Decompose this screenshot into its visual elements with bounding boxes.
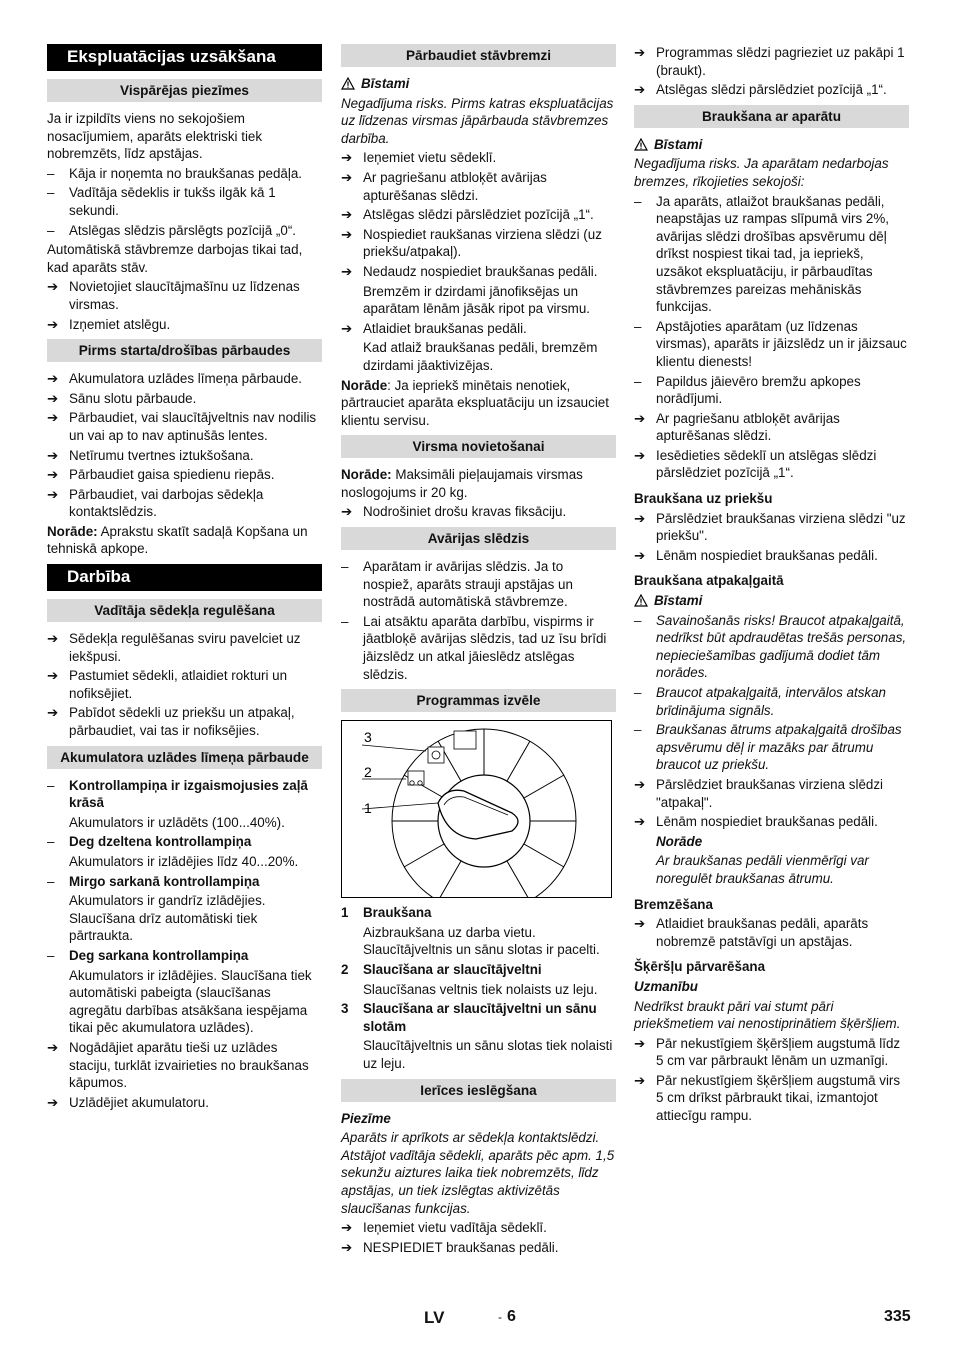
arrow-icon: ➔ [634, 447, 646, 463]
caution-title: Uzmanību [634, 978, 698, 994]
arrow-icon: ➔ [47, 410, 59, 426]
arrow-icon: ➔ [47, 316, 59, 332]
arrow-item: ➔ Atslēgas slēdzi pārslēdziet pozīcijā „1“. [634, 82, 887, 98]
arrow-item: ➔ Pārbaudiet, vai slaucītājveltnis nav nodilis un vai ap to nav aptinušās lentes. [47, 410, 317, 443]
dash-marker: – [341, 559, 349, 575]
arrow-icon: ➔ [47, 486, 59, 502]
arrow-icon: ➔ [634, 410, 646, 426]
dash-marker: – [47, 185, 55, 201]
dash-item: – Lai atsāktu aparāta darbību, vispirms ir jāatbloķē avārijas slēdzis, tad uz īsu brīdi jāizslēdz un atkal jāieslēdz atslēgas slēdzis. [341, 613, 607, 682]
arrow-item: ➔ Atslēgas slēdzi pārslēdziet pozīcijā „1“. [341, 207, 594, 223]
callout-line-3 [362, 745, 426, 751]
heading-brauksana-ar-aparatu: Braukšana ar aparātu [634, 105, 909, 128]
heading-brauksana-atpakalgaita: Braukšana atpakaļgaitā [634, 573, 784, 589]
arrow-icon: ➔ [634, 776, 646, 792]
arrow-item: ➔ Ar pagriešanu atbloķēt avārijas apturēšanas slēdzi. [634, 410, 840, 444]
arrow-icon: ➔ [47, 371, 59, 387]
arrow-item: ➔ Programmas slēdzi pagrieziet uz pakāpi 1 (braukt). [634, 45, 905, 78]
arrow-item: ➔ Pabīdot sēdekli uz priekšu un atpakaļ, pārbaudiet, vai tas ir nofiksējies. [47, 705, 295, 739]
arrow-item: ➔ Uzlādējiet akumulatoru. [47, 1094, 209, 1110]
heading-visparejas: Vispārējas piezīmes [47, 79, 322, 102]
arrow-item: ➔ Izņemiet atslēgu. [47, 316, 171, 332]
heading-ekspluatacijas: Ekspluatācijas uzsākšana [47, 44, 322, 71]
dash-item: – Papildus jāievēro bremžu apkopes norādījumi. [634, 373, 861, 407]
dash-item: – Braucot atpakaļgaitā, intervālos atskan brīdinājuma signāls. [634, 685, 887, 718]
program-dial-figure [341, 720, 612, 898]
column-2 [341, 44, 616, 1258]
warning-triangle-icon [341, 77, 355, 90]
arrow-icon: ➔ [341, 504, 353, 520]
dash-item: – Aparātam ir avārijas slēdzis. Ja to nospiež, aparāts strauji apstājas un nostrādā automātiskā stāvbremze. [341, 559, 573, 610]
callout-label-1: 1 [364, 800, 372, 817]
note-paragraph: Norāde: Aprakstu skatīt sadaļā Kopšana un tehniskā apkope. [47, 523, 308, 557]
drive-icon [408, 771, 424, 785]
note-paragraph: Norāde: Maksimāli pieļaujamais virsmas noslogojums ir 20 kg. [341, 467, 583, 500]
dash-item: – Savainošanās risks! Braucot atpakaļgaitā, nedrīkst būt apdraudētas trešās personas, nepieciešamības gadījumā dodiet tām norādes. [634, 612, 907, 681]
dash-marker: – [47, 947, 55, 963]
note-title: Norāde [656, 833, 703, 849]
warning-text: Negadījuma risks. Ja aparātam nedarbojas bremzes, rīkojieties sekojoši: [634, 156, 889, 189]
callout-label-2: 2 [364, 764, 372, 781]
heading-pirms-starta: Pirms starta/drošības pārbaudes [47, 339, 322, 362]
column-3 [634, 44, 909, 1127]
numbered-item: 2 Slaucīšana ar slaucītājveltni [341, 962, 542, 977]
column-1 [47, 44, 322, 1113]
heading-stavbremze: Pārbaudiet stāvbremzi [341, 44, 616, 67]
arrow-item: ➔ Netīrumu tvertnes iztukšošana. [47, 447, 254, 463]
arrow-icon: ➔ [634, 1035, 646, 1051]
item-description: Akumulators ir izlādējies. Slaucīšana tiek automātiski pabeigta (slaucīšanas agregātu darbības atsākšana iespējama tikai pēc akumulatora uzlādes). [69, 967, 312, 1036]
heading-bremzesana: Bremzēšana [634, 896, 713, 912]
arrow-icon: ➔ [47, 1094, 59, 1110]
footer-dash: - [498, 1310, 502, 1324]
dash-item: – Apstājoties aparātam (uz līdzenas virsmas), aparāts ir jāizslēdz un ir jāizsauc klientu dienests! [634, 318, 907, 369]
dash-item: – Deg dzeltena kontrollampiņa [47, 834, 252, 850]
arrow-item: ➔ Lēnām nospiediet braukšanas pedāli. [634, 547, 878, 563]
arrow-icon: ➔ [634, 547, 646, 563]
arrow-item: ➔ Pār nekustīgiem šķēršļiem augstumā virs 5 cm drīkst pārbraukt tikai, izmantojot attiecīgu rampu. [634, 1072, 901, 1124]
heading-ierices-ieslegsana: Ierīces ieslēgšana [341, 1079, 616, 1102]
arrow-icon: ➔ [634, 510, 646, 526]
sweep-side-brush-icon [454, 731, 476, 749]
arrow-item: ➔ NESPIEDIET braukšanas pedāli. [341, 1239, 559, 1255]
item-description: Akumulators ir gandrīz izlādējies. Slaucīšana drīz automātiski tiek pārtraukta. [69, 893, 266, 944]
dash-marker: – [47, 165, 55, 181]
note-text: Ar braukšanas pedāli vienmērīgi var noregulēt braukšanas ātrumu. [656, 853, 869, 886]
arrow-item: ➔ Nogādājiet aparātu tieši uz uzlādes staciju, turklāt izvairieties no braukšanas kāpumos. [47, 1039, 309, 1091]
dash-marker: – [47, 834, 55, 850]
arrow-item: ➔ Pārbaudiet gaisa spiedienu riepās. [47, 467, 275, 483]
footer-page-number: 6 [507, 1308, 516, 1325]
arrow-item: ➔ Atlaidiet braukšanas pedāli. [341, 320, 527, 336]
warning-title: Bīstami [341, 75, 616, 93]
arrow-item: ➔ Pārslēdziet braukšanas virziena slēdzi "atpakaļ". [634, 776, 884, 810]
arrow-icon: ➔ [634, 82, 646, 98]
arrow-item: ➔ Nodrošiniet drošu kravas fiksāciju. [341, 504, 567, 520]
arrow-item: ➔ Pārbaudiet, vai darbojas sēdekļa kontaktslēdzis. [47, 486, 264, 520]
heading-skerslu-parvaresana: Šķēršļu pārvarēšana [634, 959, 766, 975]
arrow-item: ➔ Pār nekustīgiem šķēršļiem augstumā līdz 5 cm var pārbraukt lēnām un uzmanīgi. [634, 1035, 901, 1069]
heading-avarijas-sledzis: Avārijas slēdzis [341, 527, 616, 550]
dash-marker: – [634, 318, 642, 334]
arrow-item: ➔ Lēnām nospiediet braukšanas pedāli. [634, 814, 878, 830]
arrow-item: ➔ Akumulatora uzlādes līmeņa pārbaude. [47, 371, 302, 387]
dash-marker: – [47, 777, 55, 793]
paragraph: Automātiskā stāvbremze darbojas tikai tad, kad aparāts stāv. [47, 242, 303, 275]
arrow-icon: ➔ [341, 207, 353, 223]
arrow-icon: ➔ [47, 447, 59, 463]
arrow-item: ➔ Novietojiet slaucītājmašīnu uz līdzenas virsmas. [47, 279, 300, 312]
heading-brauksana-uz-prieksu: Braukšana uz priekšu [634, 491, 773, 507]
warning-title: Bīstami [634, 592, 909, 610]
dash-marker: – [47, 873, 55, 889]
arrow-icon: ➔ [47, 390, 59, 406]
arrow-icon: ➔ [341, 1239, 353, 1255]
dash-item: – Deg sarkana kontrollampiņa [47, 947, 249, 963]
arrow-item: ➔ Nospiediet raukšanas virziena slēdzi (uz priekšu/atpakaļ). [341, 226, 602, 260]
arrow-item: ➔ Pastumiet sēdekli, atlaidiet rokturi un nofiksējiet. [47, 668, 288, 701]
arrow-icon: ➔ [47, 279, 59, 295]
arrow-icon: ➔ [634, 1072, 646, 1088]
numbered-item: 3 Slaucīšana ar slaucītājveltni un sānu slotām [341, 1001, 597, 1034]
item-description: Aizbraukšana uz darba vietu. Slaucītājveltnis un sānu slotas ir pacelti. [363, 924, 600, 958]
item-description: Akumulators ir izlādējies līdz 40...20%. [69, 854, 299, 869]
arrow-item: ➔ Sānu slotu pārbaude. [47, 390, 197, 406]
heading-sedekla-regulesana: Vadītāja sēdekļa regulēšana [47, 599, 322, 622]
arrow-icon: ➔ [341, 226, 353, 242]
arrow-icon: ➔ [47, 705, 59, 721]
arrow-icon: ➔ [47, 631, 59, 647]
item-continuation: Bremzēm ir dzirdami jānofiksējas un aparātam lēnām jāsāk ripot pa virsmu. [363, 283, 590, 317]
arrow-item: ➔ Iesēdieties sēdeklī un atslēgas slēdzi pārslēdziet pozīcijā „1“. [634, 447, 877, 481]
footer-language: LV [424, 1308, 445, 1327]
warning-triangle-icon [634, 138, 648, 151]
arrow-item: ➔ Sēdekļa regulēšanas sviru pavelciet uz iekšpusi. [47, 631, 301, 664]
warning-title: Bīstami [634, 136, 909, 154]
paragraph: Ja ir izpildīts viens no sekojošiem nosacījumiem, aparāts elektriski tiek nobremzēts, līdz apstājas. [47, 111, 263, 162]
arrow-item: ➔ Nedaudz nospiediet braukšanas pedāli. [341, 263, 598, 279]
arrow-item: ➔ Ieņemiet vietu vadītāja sēdeklī. [341, 1220, 547, 1236]
heading-akumulatora: Akumulatora uzlādes līmeņa pārbaude [47, 746, 322, 769]
arrow-icon: ➔ [341, 150, 353, 166]
item-description: Slaucīšanas veltnis tiek nolaists uz leju. [363, 981, 598, 997]
note-text: Aparāts ir aprīkots ar sēdekļa kontaktslēdzi. Atstājot vadītāja sēdekli, aparāts pēc apm. 1,5 sekunžu aiztures laika tiek nobremzēts, līdz apstājas, un tiek izslēgtas aktivizētās slaucīšanas funkcijas. [341, 1130, 615, 1216]
dash-item: – Kāja ir noņemta no braukšanas pedāļa. [47, 165, 303, 181]
item-description: Slaucītājveltnis un sānu slotas tiek nolaisti uz leju. [363, 1038, 613, 1071]
arrow-item: ➔ Pārslēdziet braukšanas virziena slēdzi "uz priekšu". [634, 510, 906, 544]
arrow-icon: ➔ [634, 45, 646, 60]
note-title: Piezīme [341, 1110, 391, 1126]
callout-label-3: 3 [364, 729, 372, 746]
arrow-icon: ➔ [341, 320, 353, 336]
heading-darbiba: Darbība [47, 564, 322, 591]
warning-text: Negadījuma risks. Pirms katras ekspluatācijas uz līdzenas virsmas jāpārbauda stāvbremzes darbība. [341, 95, 614, 146]
heading-programmas-izvele: Programmas izvēle [341, 689, 616, 712]
dash-marker: – [47, 222, 55, 238]
dash-marker: – [634, 722, 642, 738]
dash-item: – Atslēgas slēdzis pārslēgts pozīcijā „0“. [47, 222, 296, 238]
dash-item: – Braukšanas ātrums atpakaļgaitā drošības apsvērumu dēļ ir mazāks par ātrumu braucot uz priekšu. [634, 722, 902, 773]
dash-marker: – [634, 193, 642, 209]
dash-marker: – [634, 612, 642, 628]
dash-item: – Ja aparāts, atlaižot braukšanas pedāli, neapstājas uz rampas slīpumā virs 2%, avārijas slēdzi drošības apsvērumu dēļ drīkst nospiest tikai tad, ja iepriekš, uzsākot ekspluatāciju, ir pārbaudītas stāvbremzes pareizas mehāniskās funkcijas. [634, 193, 889, 315]
arrow-icon: ➔ [634, 916, 646, 932]
arrow-icon: ➔ [341, 169, 353, 185]
item-description: Akumulators ir uzlādēts (100...40%). [69, 814, 285, 830]
footer-total-page: 335 [884, 1308, 911, 1325]
caution-text: Nedrīkst braukt pāri vai stumt pāri priekšmetiem vai nenostiprinātiem šķēršļiem. [634, 998, 901, 1032]
item-continuation: Kad atlaiž braukšanas pedāli, bremzēm dzirdami jāaktivizējas. [363, 340, 598, 373]
arrow-icon: ➔ [47, 1039, 59, 1055]
heading-virsma: Virsma novietošanai [341, 435, 616, 458]
arrow-item: ➔ Atlaidiet braukšanas pedāli, aparāts nobremzē patstāvīgi un apstājas. [634, 916, 869, 949]
note-paragraph: Norāde: Ja iepriekš minētais nenotiek, pārtrauciet aparāta ekspluatāciju un izsauciet klientu servisu. [341, 377, 609, 428]
warning-triangle-icon [634, 594, 648, 607]
arrow-item: ➔ Ieņemiet vietu sēdeklī. [341, 150, 497, 166]
arrow-item: ➔ Ar pagriešanu atbloķēt avārijas apturēšanas slēdzi. [341, 169, 547, 203]
arrow-icon: ➔ [634, 814, 646, 830]
arrow-icon: ➔ [341, 1220, 353, 1236]
dash-item: – Mirgo sarkanā kontrollampiņa [47, 873, 260, 889]
dash-item: – Vadītāja sēdeklis ir tukšs ilgāk kā 1 sekundi. [47, 185, 276, 218]
dash-item: – Kontrollampiņa ir izgaismojusies zaļā krāsā [47, 777, 308, 811]
numbered-item: 1 Braukšana [341, 905, 432, 921]
sweep-roller-icon [428, 747, 444, 763]
arrow-icon: ➔ [47, 467, 59, 483]
callout-line-1 [362, 803, 438, 809]
dash-marker: – [634, 685, 642, 700]
arrow-icon: ➔ [47, 668, 59, 684]
dash-marker: – [341, 613, 349, 629]
arrow-icon: ➔ [341, 263, 353, 279]
dash-marker: – [634, 373, 642, 389]
